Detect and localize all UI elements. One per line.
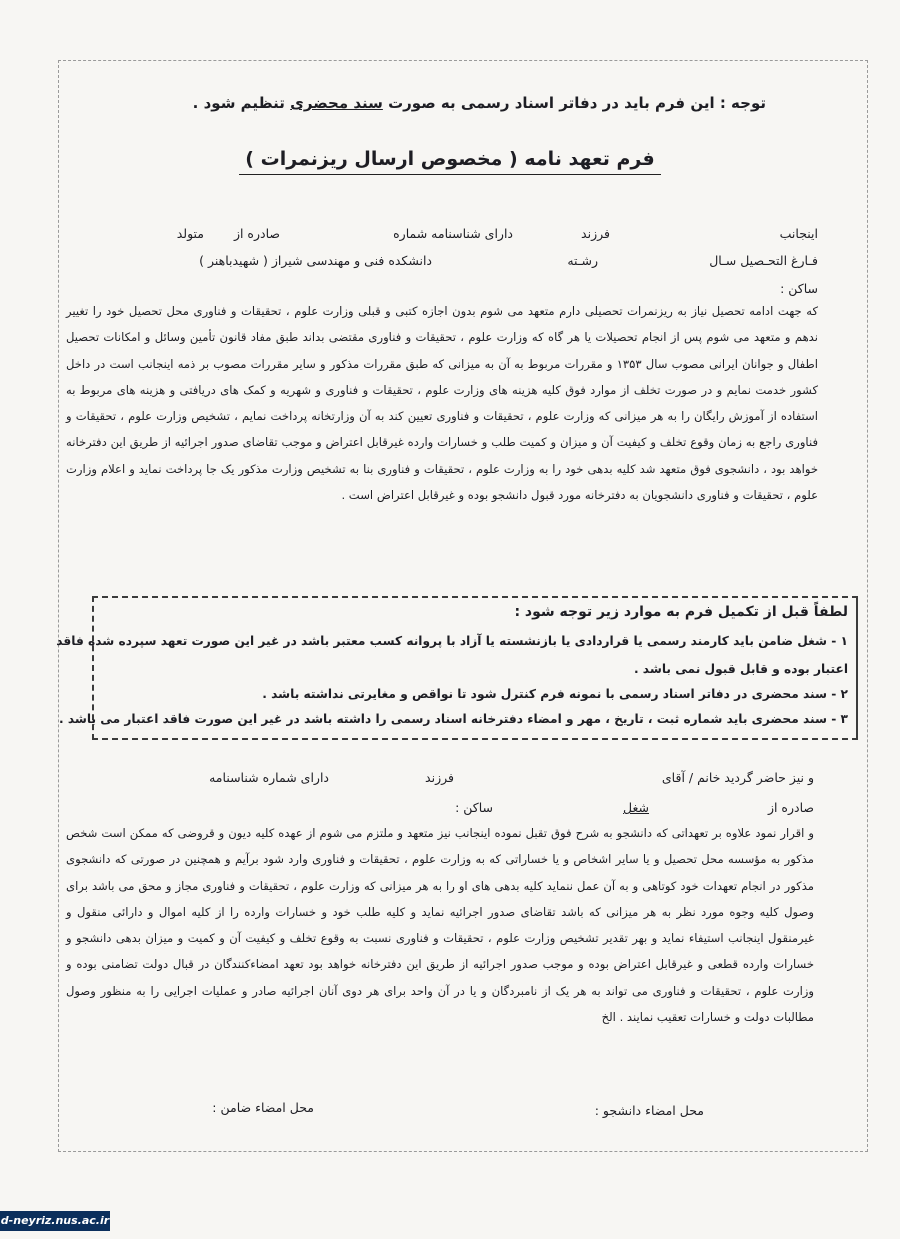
student-signature-label: محل امضاء دانشجو :	[594, 1103, 704, 1118]
notice-prefix: توجه : این فرم باید در دفاتر اسناد رسمی به صورت	[382, 94, 766, 112]
student-label-issued: صادره از	[233, 226, 280, 241]
student-label-id: دارای شناسنامه شماره	[393, 226, 513, 241]
guarantor-signature-label: محل امضاء ضامن :	[212, 1100, 314, 1115]
student-label-name: اینجانب	[779, 226, 818, 241]
guarantor-label-address: ساکن :	[455, 800, 493, 815]
notice-suffix: تنظیم شود .	[192, 94, 291, 112]
instruction-item-2: ۲ - سند محضری در دفاتر اسناد رسمی با نمونه فرم کنترل شود تا نواقص و مغایرتی نداشته باشد .	[262, 687, 848, 701]
notice-underlined: سند محضری	[290, 94, 383, 112]
student-label-grad-year: فـارغ التحـصیل سـال	[709, 253, 818, 268]
form-title: فرم تعهد نامه ( مخصوص ارسال ریزنمرات )	[0, 148, 900, 170]
student-label-faculty: دانشکده فنی و مهندسی شیراز ( شهیدباهنر )	[199, 253, 432, 268]
instructions-title: لطفاً قبل از تکمیل فرم به موارد زیر توجه شود :	[514, 604, 848, 620]
guarantor-label-father: فرزند	[425, 770, 454, 785]
guarantor-label-job: شغل	[623, 800, 649, 815]
commitment-paragraph: که جهت ادامه تحصیل نیاز به ریزنمرات تحصیلی دارم متعهد می شوم بدون اجازه کتبی و قبلی وزارت علوم ، تحقیقات و فناوری محل تحصیل خود را تغییر ندهم و متعهد می شوم پس از انجام تحصیلات یا هر گاه که وزارت علوم ، تحقیقات و فناوری مقتضی بداند طبق مفاد قانون تأمین وسائل و امکانات تحصیل اطفال و جوانان ایرانی مصوب سال ۱۳۵۳ و مقررات مربوط به آن به میزانی که طبق مقررات مذکور و سایر مقررات مصوب بر ذمه اینجانب است در داخل کشور خدمت نمایم و در صورت تخلف از موارد فوق کلیه هزینه های وزارت علوم ، تحقیقات و فناوری و شهریه و کمک های دریافتی و هزینه های مربوط به استفاده از آموزش رایگان را به هر میزانی که وزارت علوم ، تحقیقات و فناوری تعیین کند به آن وزارتخانه پرداخت نمایم ، تشخیص وزارت علوم ، تحقیقات و فناوری راجع به زمان وقوع تخلف و کیفیت آن و میزان و کمیت طلب و خسارات وارده غیرقابل اعتراض و موجب تقاضای صدور اجرائیه از طریق این دفترخانه خواهد بود ، دانشجوی فوق متعهد شد کلیه بدهی خود را به وزارت علوم ، تحقیقات و فناوری بنا به تشخیص وزارت مذکور یک جا پرداخت نماید و اعلام وزارت علوم ، تحقیقات و فناوری دانشجویان به دفترخانه مورد قبول دانشجو بوده و غیرقابل اعتراض است .	[66, 304, 818, 503]
notice-line	[106, 94, 766, 112]
site-watermark: d-neyriz.nus.ac.ir	[0, 1211, 110, 1231]
instruction-item-1: ۱ - شغل ضامن باید کارمند رسمی یا قراردادی یا بازنشسته یا آزاد با پروانه کسب معتبر باشد در غیر این صورت تعهد سپرده شده فاقد	[56, 634, 848, 648]
instructions-box	[56, 596, 858, 740]
instruction-item-3: ۳ - سند محضری باید شماره ثبت ، تاریخ ، مهر و امضاء دفترخانه اسناد رسمی را داشته باشد در غیر این صورت فاقد اعتبار می باشد .	[58, 712, 848, 726]
guarantor-paragraph: و اقرار نمود علاوه بر تعهداتی که دانشجو به شرح فوق تقبل نموده اینجانب نیز متعهد و ملتزم می شوم از عهده کلیه دیون و قروضی که ممکن است شخص مذکور به مؤسسه محل تحصیل و یا سایر اشخاص و یا خساراتی که به وزارت علوم ، تحقیقات و فناوری وارد شود برآیم و همچنین در صورتی که دانشجوی مذکور در انجام تعهدات خود کوتاهی و به آن عمل ننماید کلیه بدهی های او را به هر میزانی که وزارت علوم ، تحقیقات و فناوری مجاز و محق می باشد برای وصول کلیه وجوه مورد نظر به هر میزانی که باشد تقاضای صدور اجرائیه نماید و کلیه طلب خود و خسارات وارده را از کلیه اموال و دارائی منقول و غیرمنقول اینجانب استیفاء نماید و بهر تقدیر تشخیص وزارت علوم ، تحقیقات و فناوری نسبت به وقوع تخلف و کیفیت آن و کمیت و میزان بدهی دانشجو و خسارات وارده قطعی و غیرقابل اعتراض بوده و موجب صدور اجرائیه از طریق این دفترخانه خواهد بود تعهد امضاءکنندگان در قبال دولت تضامنی بوده و وزارت علوم ، تحقیقات و فناوری می تواند به هر یک از نامبردگان و یا در آن واحد برای هر دوی آنان اجرائیه صادر و عملیات اجرایی را به منظور وصول مطالبات دولت و خسارات تعقیب نمایند . الخ	[66, 826, 814, 1025]
guarantor-label-issued: صادره از	[767, 800, 814, 815]
guarantor-label-id: دارای شماره شناسنامه	[209, 770, 329, 785]
guarantor-label-name: و نیز حاضر گردید خانم / آقای	[661, 770, 814, 785]
instruction-item-1-cont: اعتبار بوده و قابل قبول نمی باشد .	[633, 662, 848, 676]
student-label-address: ساکن :	[780, 281, 818, 296]
student-label-father: فرزند	[581, 226, 610, 241]
student-label-major: رشـته	[567, 253, 598, 268]
student-label-born: متولد	[176, 226, 204, 241]
